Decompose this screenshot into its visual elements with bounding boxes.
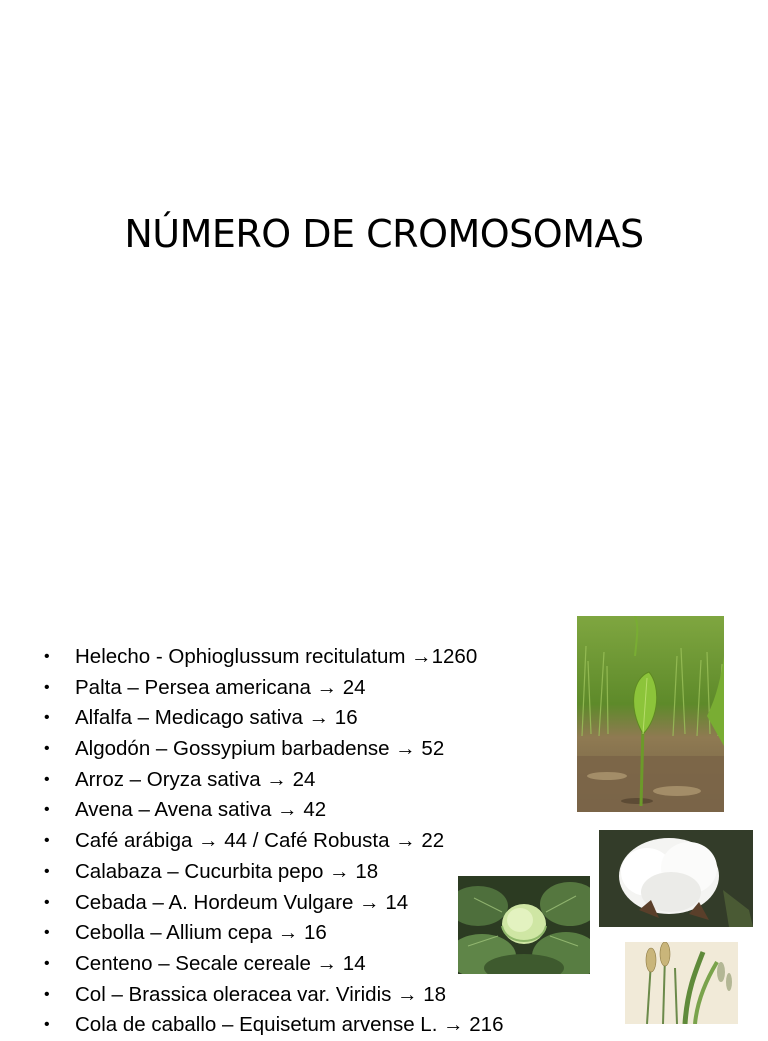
list-item xyxy=(44,826,503,857)
list-item xyxy=(44,888,503,919)
list-item-text: Cola de caballo – Equisetum arvense L. → 216 xyxy=(75,1013,504,1037)
list-item xyxy=(44,918,503,949)
list-item xyxy=(44,734,503,765)
list-item xyxy=(44,857,503,888)
list-item xyxy=(44,673,503,704)
bullet-icon: • xyxy=(44,893,50,911)
bullet-icon: • xyxy=(44,648,50,665)
bullet-icon: • xyxy=(44,770,50,788)
list-item-text: Calabaza – Cucurbita pepo → 18 xyxy=(75,859,379,883)
bullet-icon: • xyxy=(44,832,50,850)
bullet-icon: • xyxy=(44,924,50,942)
list-item-text: Palta – Persea americana → 24 xyxy=(75,675,366,699)
cereal-illustration xyxy=(625,942,738,1024)
list-item xyxy=(44,949,503,980)
seedling-photo xyxy=(577,616,724,812)
list-item xyxy=(44,1010,503,1041)
bullet-icon: • xyxy=(44,1016,50,1034)
list-item xyxy=(44,703,503,734)
list-item xyxy=(44,795,503,826)
cotton-photo xyxy=(599,830,753,927)
bullet-icon: • xyxy=(44,862,50,880)
page-title: NÚMERO DE CROMOSOMAS xyxy=(124,212,644,256)
list-item-text: Arroz – Oryza sativa → 24 xyxy=(75,767,316,791)
bullet-icon: • xyxy=(44,801,50,819)
bullet-icon: • xyxy=(44,954,50,972)
list-item-text: Col – Brassica oleracea var. Viridis → 18 xyxy=(75,982,447,1006)
cabbage-photo xyxy=(458,876,590,974)
species-chromosome-list xyxy=(44,642,503,1041)
list-item xyxy=(44,765,503,796)
list-item xyxy=(44,980,503,1011)
list-item-text: Helecho - Ophioglussum recitulatum →1260 xyxy=(75,645,478,668)
bullet-icon: • xyxy=(44,985,50,1003)
list-item-text: Alfalfa – Medicago sativa → 16 xyxy=(75,706,358,730)
list-item xyxy=(44,642,503,673)
list-item-text: Cebolla – Allium cepa → 16 xyxy=(75,921,327,945)
bullet-icon: • xyxy=(44,740,50,758)
list-item-text: Centeno – Secale cereale → 14 xyxy=(75,951,366,975)
list-item-text: Café arábiga → 44 / Café Robusta → 22 xyxy=(75,829,445,853)
bullet-icon: • xyxy=(44,678,50,696)
list-item-text: Algodón – Gossypium barbadense → 52 xyxy=(75,737,445,761)
bullet-icon: • xyxy=(44,709,50,727)
list-item-text: Avena – Avena sativa → 42 xyxy=(75,798,327,822)
list-item-text: Cebada – A. Hordeum Vulgare → 14 xyxy=(75,890,409,914)
